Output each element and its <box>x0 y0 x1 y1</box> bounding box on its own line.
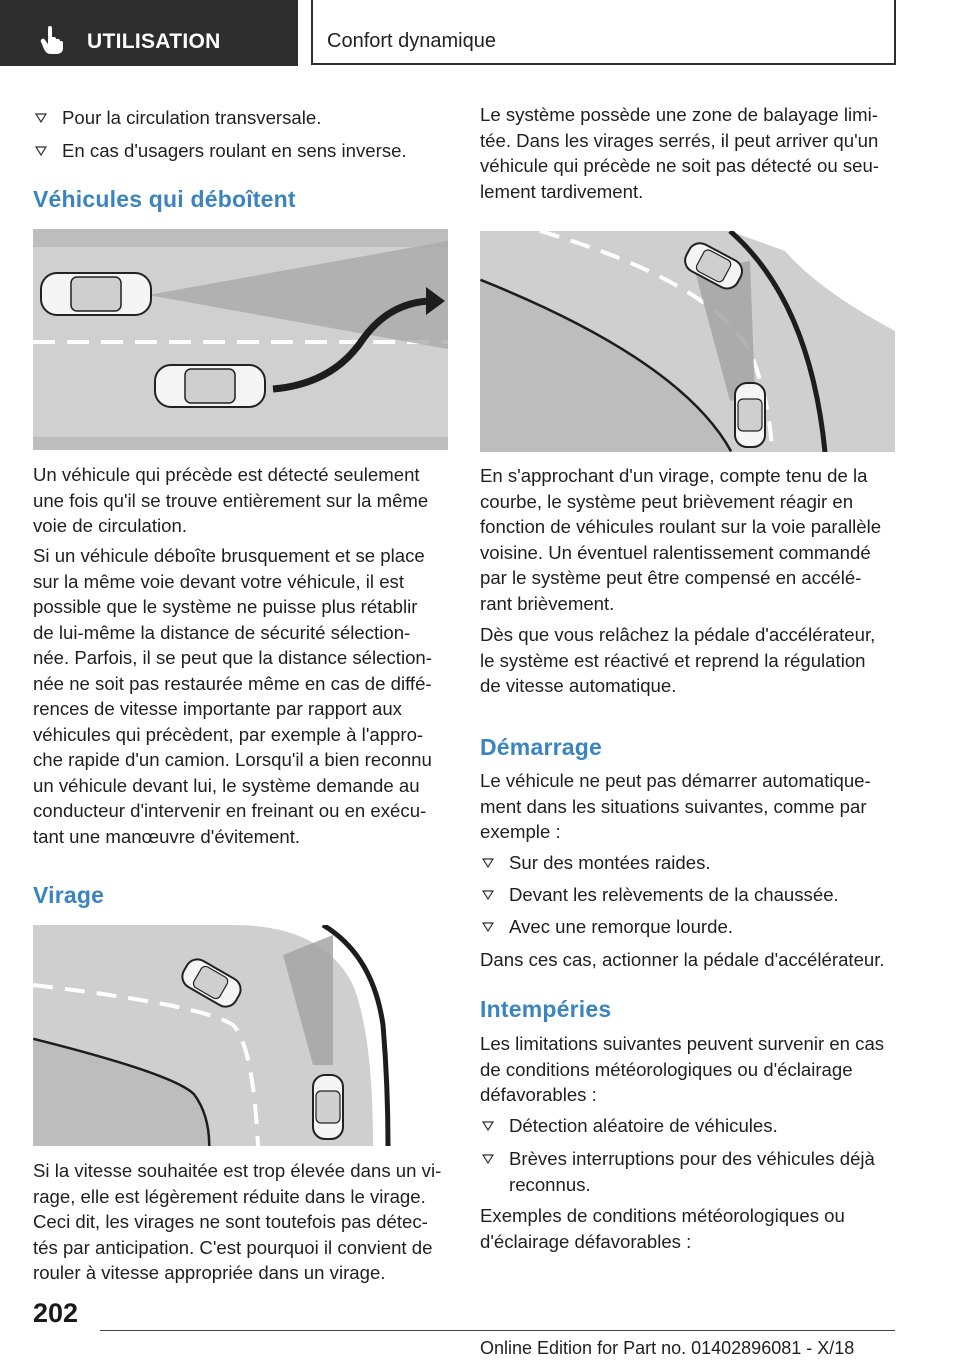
figure-lane-change <box>33 229 448 450</box>
chapter-tab <box>311 0 896 65</box>
paragraph-exemples: Exemples de conditions météorologiques ou d'éclairage défavorables : <box>480 1205 845 1252</box>
paragraph-demarrage: Le véhicule ne peut pas démarrer automatique- ment dans les situations suivantes, comme par exemple : <box>480 770 871 842</box>
section-tab <box>0 0 298 66</box>
car-icon <box>313 1075 343 1139</box>
heading-virage: Virage <box>33 882 105 908</box>
triangle-bullet-icon <box>482 1121 494 1131</box>
paragraph-zone-balayage: Le système possède une zone de balayage limi- tée. Dans les virages serrés, il peut arriver qu'un véhicule qui précède ne soit pas détecté ou seu- lement tardivement. <box>480 104 879 202</box>
heading-demarrage: Démarrage <box>480 734 602 760</box>
car-icon <box>735 383 765 447</box>
triangle-bullet-icon <box>482 858 494 868</box>
section-title: UTILISATION <box>87 30 221 53</box>
paragraph-deboitement: Si un véhicule déboîte brusquement et se place sur la même voie devant votre véhicule, il est possible que le système ne puisse plus rétablir de lui-même la distance de sécurité sélection- née. Parfois, il se peut que la distance sélection- née ne soit pas restaurée même en cas de diffé- rences de vitesse importante par rapport aux véhicules qui précèdent, par exemple à l'appro- che rapide d'un camion. Lorsqu'il a bien reconnu un véhicule devant lui, le système demande au conducteur d'intervenir en freinant ou en exécu- tant une manœuvre d'évitement. <box>33 545 432 847</box>
list-item: Devant les relèvements de la chaussée. <box>480 882 839 908</box>
heading-vehicules-deboitent: Véhicules qui déboîtent <box>33 186 296 212</box>
footer-divider <box>100 1330 895 1331</box>
paragraph-reactivation: Dès que vous relâchez la pédale d'accélérateur, le système est réactivé et reprend la régulation de vitesse automatique. <box>480 624 876 696</box>
list-item: Détection aléatoire de véhicules. <box>480 1113 778 1139</box>
triangle-bullet-icon <box>482 922 494 932</box>
figure-tight-curve <box>480 231 895 452</box>
paragraph-approche-virage: En s'approchant d'un virage, compte tenu de la courbe, le système peut brièvement réagir en fonction de véhicules roulant sur la voie parallèle voisine. Un éventuel ralentissement commandé par le système peut être compensé en accélé- rant brièvement. <box>480 465 882 614</box>
triangle-bullet-icon <box>482 890 494 900</box>
hand-pointer-icon <box>40 26 64 54</box>
page-header <box>0 0 960 66</box>
paragraph-dans-ces-cas: Dans ces cas, actionner la pédale d'accélérateur. <box>480 949 885 970</box>
list-item: En cas d'usagers roulant en sens inverse. <box>33 138 407 164</box>
paragraph-intemperies: Les limitations suivantes peuvent survenir en cas de conditions météorologiques ou d'éclairage défavorables : <box>480 1033 885 1105</box>
list-item: Brèves interruptions pour des véhicules déjà reconnus. <box>480 1146 875 1197</box>
car-icon <box>41 273 151 315</box>
list-item: Sur des montées raides. <box>480 850 711 876</box>
figure-curve <box>33 925 448 1146</box>
triangle-bullet-icon <box>35 146 47 156</box>
page-number: 202 <box>33 1298 79 1328</box>
chapter-title: Confort dynamique <box>327 30 496 52</box>
car-icon <box>155 365 265 407</box>
triangle-bullet-icon <box>482 1154 494 1164</box>
list-item: Pour la circulation transversale. <box>33 105 321 131</box>
paragraph-virage: Si la vitesse souhaitée est trop élevée dans un vi- rage, elle est légèrement réduite dans le virage. Ceci dit, les virages ne sont toutefois pas détec- tés par anticipation. C'est pourquoi il convient de rouler à vitesse appropriée dans un virage. <box>33 1160 442 1283</box>
edition-info: Online Edition for Part no. 01402896081 - X/18 <box>480 1338 855 1358</box>
lane-change-illustration <box>33 229 448 450</box>
paragraph-detection: Un véhicule qui précède est détecté seulement une fois qu'il se trouve entièrement sur la même voie de circulation. <box>33 464 429 536</box>
curve-illustration <box>33 925 448 1146</box>
heading-intemperies: Intempéries <box>480 996 612 1022</box>
triangle-bullet-icon <box>35 113 47 123</box>
tight-curve-illustration <box>480 231 895 452</box>
list-item: Avec une remorque lourde. <box>480 914 733 940</box>
